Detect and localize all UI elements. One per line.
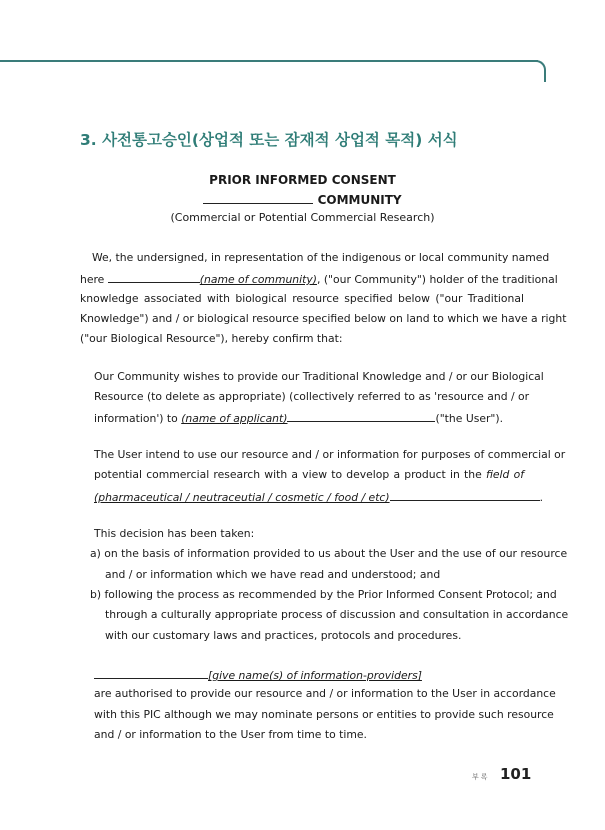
field-of-use: (pharmaceutical / neutraceutial / cosmetic / food / etc): [94, 491, 390, 504]
field-blank[interactable]: [390, 489, 540, 501]
para1-line3: knowledge associated with biological resource specified below ("our Traditional: [80, 292, 524, 305]
applicant-name-blank[interactable]: [287, 410, 435, 422]
page-number: 101: [500, 765, 532, 783]
para1-line5: ("our Biological Resource"), hereby confirm that:: [80, 332, 343, 345]
para2-line3: information') to (name of applicant) ("the User").: [94, 412, 504, 425]
para1-line2: here (name of community), ("our Community") holder of the traditional: [80, 273, 558, 286]
para3-line3: (pharmaceutical / neutraceutial / cosmetic / food / etc) .: [94, 491, 544, 504]
community-title-line: [0, 192, 605, 207]
list-item-a-line2: and / or information which we have read and understood; and: [105, 568, 441, 581]
list-item-b-line3: with our customary laws and practices, protocols and procedures.: [105, 629, 462, 642]
para2-line1: Our Community wishes to provide our Traditional Knowledge and / or our Biological: [94, 370, 544, 383]
para5-line2: are authorised to provide our resource and / or information to the User in accordance: [94, 687, 556, 700]
information-providers-field: [give name(s) of information-providers]: [208, 669, 422, 682]
header-rule: [0, 60, 538, 62]
form-subtitle: (Commercial or Potential Commercial Research): [170, 211, 435, 224]
para1-line4: Knowledge") and / or biological resource specified below on land to which we have a right: [80, 312, 567, 325]
applicant-name-field: (name of applicant): [181, 412, 288, 425]
para3-line2: potential commercial research with a view to develop a product in the field of: [94, 468, 525, 481]
section-title: 3. 사전통고승인(상업적 또는 잠재적 상업적 목적) 서식: [80, 131, 458, 149]
para4-intro: This decision has been taken:: [94, 527, 255, 540]
para5-line4: and / or information to the User from time to time.: [94, 728, 367, 741]
providers-blank[interactable]: [94, 667, 208, 679]
para5-line3: with this PIC although we may nominate persons or entities to provide such resource: [94, 708, 554, 721]
appendix-label: 부록: [472, 773, 490, 781]
community-name-field: (name of community): [199, 273, 317, 286]
list-item-b-line1: b) following the process as recommended by the Prior Informed Consent Protocol; and: [90, 588, 557, 601]
list-item-b-line2: through a culturally appropriate process of discussion and consultation in accordance: [105, 608, 569, 621]
community-label: COMMUNITY: [317, 193, 402, 207]
para2-line2: Resource (to delete as appropriate) (collectively referred to as 'resource and / or: [94, 390, 530, 403]
list-item-a-line1: a) on the basis of information provided to us about the User and the use of our resource: [90, 547, 568, 560]
form-title: PRIOR INFORMED CONSENT: [209, 173, 396, 187]
community-name-blank[interactable]: [108, 271, 200, 283]
para3-line1: The User intend to use our resource and / or information for purposes of commercial or: [94, 448, 566, 461]
para5-line1: [94, 667, 422, 683]
community-blank[interactable]: [203, 192, 313, 204]
para1-line1: We, the undersigned, in representation of the indigenous or local community named: [92, 251, 550, 264]
header-corner-ornament: [522, 60, 546, 82]
